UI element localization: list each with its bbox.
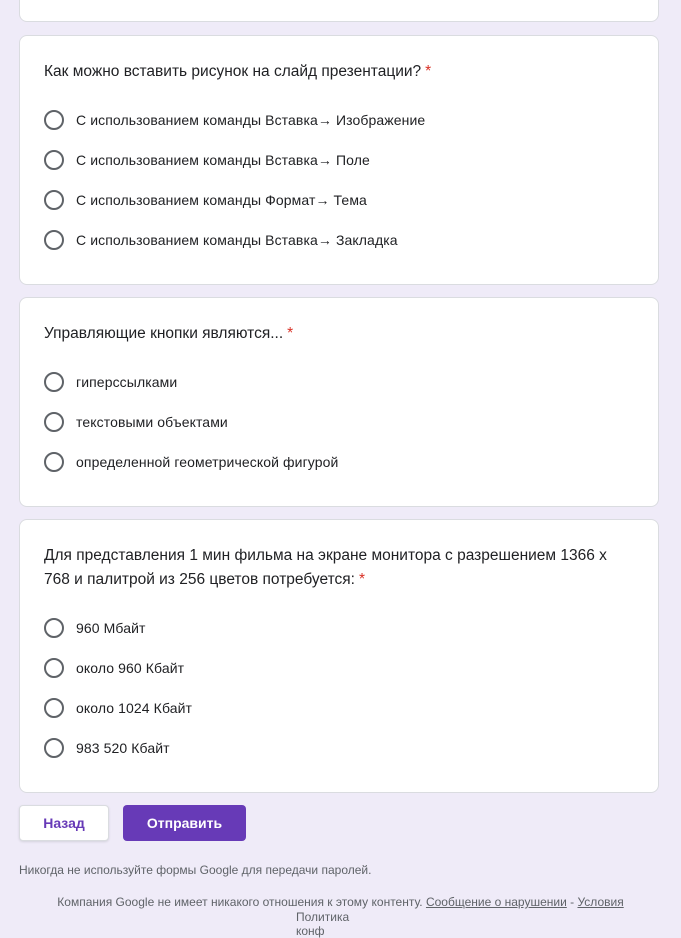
option-label: С использованием команды Вставка→ Закладка <box>76 232 398 248</box>
option-label: С использованием команды Формат→ Тема <box>76 192 367 208</box>
radio-option[interactable] <box>44 188 367 212</box>
terms-link[interactable]: Условия <box>577 895 624 909</box>
privacy-policy-link[interactable]: Политика конф <box>296 910 350 938</box>
required-asterisk: * <box>287 325 294 342</box>
option-label: С использованием команды Вставка→ Поле <box>76 152 370 168</box>
radio-option[interactable] <box>44 370 177 394</box>
legal-notice: Компания Google не имеет никакого отношения к этому контенту. Сообщение о нарушении - Условия <box>57 895 624 909</box>
radio-option[interactable] <box>44 656 184 680</box>
option-label: 960 Мбайт <box>76 620 146 636</box>
question-title: Управляющие кнопки являются... * <box>44 325 294 342</box>
radio-option[interactable] <box>44 616 146 640</box>
radio-button-icon[interactable] <box>44 618 64 638</box>
question-title: Для представления 1 мин фильма на экране монитора с разрешением 1366 х 768 и палитрой из 256 цветов потребуется: * <box>44 547 607 588</box>
radio-button-icon[interactable] <box>44 698 64 718</box>
radio-option[interactable] <box>44 108 425 132</box>
radio-button-icon[interactable] <box>44 452 64 472</box>
option-label: около 960 Кбайт <box>76 660 185 676</box>
question-card-insert-picture <box>19 35 659 285</box>
option-label: текстовыми объектами <box>76 414 228 430</box>
previous-question-card <box>19 0 659 22</box>
radio-button-icon[interactable] <box>44 230 64 250</box>
question-title: Как можно вставить рисунок на слайд презентации? * <box>44 63 432 80</box>
question-card-control-buttons <box>19 297 659 507</box>
radio-button-icon[interactable] <box>44 150 64 170</box>
radio-option[interactable] <box>44 450 338 474</box>
question-card-film-memory <box>19 519 659 793</box>
radio-option[interactable] <box>44 736 170 760</box>
radio-button-icon[interactable] <box>44 412 64 432</box>
back-button[interactable]: Назад <box>19 805 109 841</box>
radio-button-icon[interactable] <box>44 658 64 678</box>
option-label: около 1024 Кбайт <box>76 700 193 716</box>
radio-button-icon[interactable] <box>44 372 64 392</box>
radio-button-icon[interactable] <box>44 738 64 758</box>
required-asterisk: * <box>358 571 366 588</box>
password-warning: Никогда не используйте формы Google для передачи паролей. <box>19 863 372 877</box>
option-label: 983 520 Кбайт <box>76 740 170 756</box>
radio-button-icon[interactable] <box>44 190 64 210</box>
submit-button[interactable]: Отправить <box>123 805 246 841</box>
radio-option[interactable] <box>44 410 228 434</box>
option-label: гиперссылками <box>76 374 178 390</box>
radio-option[interactable] <box>44 696 192 720</box>
required-asterisk: * <box>425 63 432 80</box>
report-abuse-link[interactable]: Сообщение о нарушении <box>425 895 567 909</box>
radio-button-icon[interactable] <box>44 110 64 130</box>
option-label: С использованием команды Вставка→ Изображение <box>76 112 426 128</box>
option-label: определенной геометрической фигурой <box>76 454 339 470</box>
radio-option[interactable] <box>44 148 370 172</box>
radio-option[interactable] <box>44 228 398 252</box>
